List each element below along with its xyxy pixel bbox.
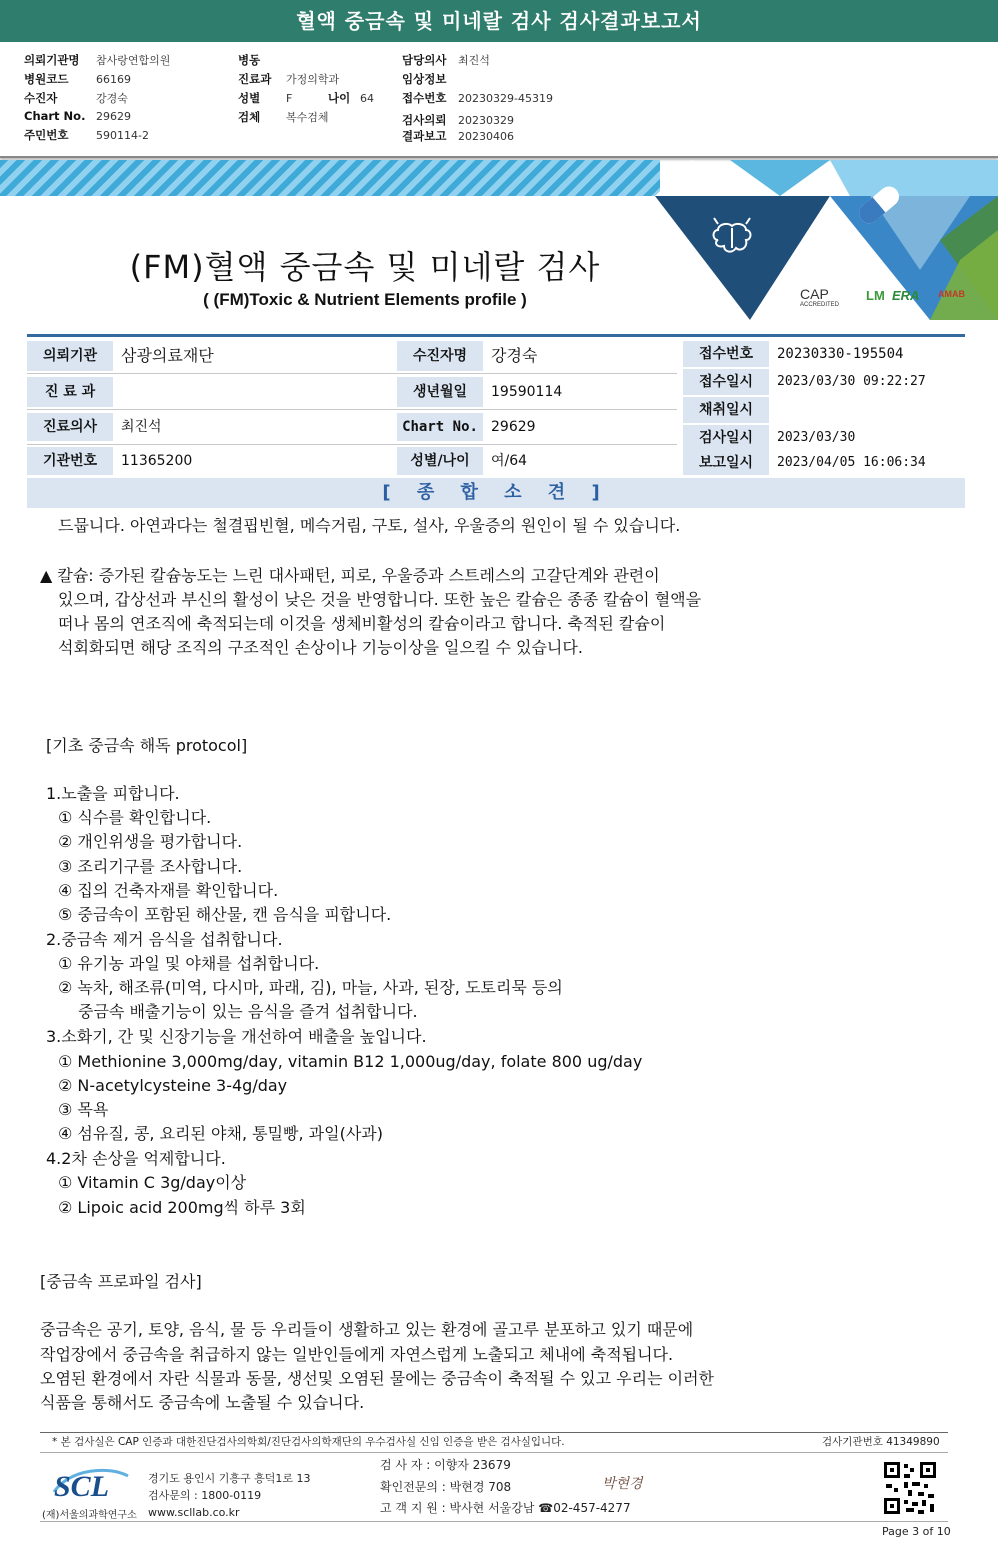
body-line: ③ 목욕: [58, 1100, 109, 1119]
order-field: 수진자 강경숙: [24, 91, 128, 105]
order-field: 검사의뢰 20230329: [402, 113, 514, 127]
body-line: ④ 섬유질, 콩, 요리된 야채, 통밀빵, 과일(사과): [58, 1124, 383, 1143]
body-line: 석회화되면 해당 조직의 구조적인 손상이나 기능이상을 일으킬 수 있습니다.: [58, 638, 583, 657]
value-department: [113, 377, 121, 407]
order-field: 결과보고 20230406: [402, 129, 514, 143]
value-tested-at: 2023/03/30: [777, 430, 856, 445]
order-field: Chart No. 29629: [24, 109, 131, 123]
value-institution: 삼광의료재단: [121, 346, 214, 365]
label-department: 진 료 과: [27, 377, 113, 407]
body-line: 오염된 환경에서 자란 식물과 동물, 생선및 오염된 물에는 중금속이 축적될 수 있고 우리는 이러한: [40, 1369, 714, 1388]
scl-logo: [50, 1462, 130, 1504]
cap-logo: CAP ACCREDITED: [800, 286, 840, 308]
signature: [600, 1470, 660, 1494]
value-birthdate: 19590114: [491, 384, 563, 400]
order-field: 의뢰기관명 참사랑연합의원: [24, 53, 171, 67]
body-line: 작업장에서 중금속을 취급하지 않는 일반인들에게 자연스럽게 노출되고 체내에 축적됩니다.: [40, 1345, 674, 1364]
specialist: 확인전문의 : 박현경 708: [380, 1480, 512, 1494]
accreditation-note: * 본 검사실은 CAP 인증과 대한진단검사의학회/진단검사의학재단의 우수검사실 신임 인증을 받은 검사실입니다.: [52, 1436, 565, 1448]
body-line: 4.2차 손상을 억제합니다.: [46, 1149, 226, 1168]
body-line: 중금속 배출기능이 있는 음식을 즐겨 섭취합니다.: [78, 1002, 418, 1021]
body-line: ⑤ 중금속이 포함된 해산물, 캔 음식을 피합니다.: [58, 905, 392, 924]
tester: 검 사 자 : 이향자 23679: [380, 1458, 511, 1472]
value-collected-at: [769, 397, 777, 423]
value-reported-at: 2023/04/05 16:06:34: [777, 455, 926, 470]
summary-heading: [ 종 합 소 견 ]: [27, 478, 965, 508]
value-doctor: 최진석: [121, 419, 162, 435]
value-patient-name: 강경숙: [491, 346, 538, 365]
divider: [27, 373, 677, 374]
report-banner: 혈액 중금속 및 미네랄 검사 검사결과보고서: [0, 0, 998, 42]
lm-logo: LM: [866, 288, 885, 303]
report-subtitle: ( (FM)Toxic & Nutrient Elements profile ): [203, 290, 527, 309]
value-received-at: 2023/03/30 09:22:27: [777, 374, 926, 389]
label-reported-at: 보고일시: [683, 451, 769, 475]
body-line: 드뭅니다. 아연과다는 철결핍빈혈, 메슥거림, 구토, 설사, 우울증의 원인이 될 수 있습니다.: [58, 516, 681, 535]
footer-divider: [40, 1432, 948, 1433]
order-info-panel: [0, 42, 998, 158]
decorative-stripe: [0, 160, 660, 196]
label-received-at: 접수일시: [683, 369, 769, 395]
body-line: ① Methionine 3,000mg/day, vitamin B12 1,000ug/day, folate 800 ug/day: [58, 1052, 643, 1071]
page-number: Page 3 of 10: [882, 1525, 951, 1538]
scl-logo-text: SCL: [54, 1470, 110, 1503]
qr-code: [882, 1460, 938, 1516]
label-chart-no: Chart No.: [397, 413, 483, 441]
order-field: 담당의사 최진석: [402, 53, 490, 67]
body-line: 식품을 통해서도 중금속에 노출될 수 있습니다.: [40, 1393, 365, 1412]
age-field: 나이 64: [328, 91, 374, 105]
customer-support: 고 객 지 원 : 박사현 서울강남 ☎02-457-4277: [380, 1501, 631, 1515]
order-field: 병동: [238, 53, 261, 67]
order-field: 검체 복수검체: [238, 110, 329, 124]
label-inst-no: 기관번호: [27, 447, 113, 475]
body-line: ① 유기농 과일 및 야채를 섭취합니다.: [58, 954, 320, 973]
org-name: (재)서울의과학연구소: [42, 1510, 137, 1521]
body-line: 떠나 몸의 연조직에 축적되는데 이것을 생체비활성의 칼슘이라고 합니다. 축적된 칼슘이: [58, 614, 666, 633]
body-line: ② Lipoic acid 200mg씩 하루 3회: [58, 1198, 306, 1217]
body-line: ▲ 칼슘: 증가된 칼슘농도는 느린 대사패턴, 피로, 우울증과 스트레스의 고갈단계와 관련이: [40, 566, 660, 585]
value-sex-age: 여/64: [491, 453, 528, 469]
label-patient-name: 수진자명: [397, 341, 483, 371]
report-title: (FM)혈액 중금속 및 미네랄 검사: [129, 248, 601, 286]
value-inst-no: 11365200: [121, 453, 193, 469]
label-doctor: 진료의사: [27, 413, 113, 441]
label-birthdate: 생년월일: [397, 377, 483, 407]
order-field: 병원코드 66169: [24, 72, 131, 86]
divider: [27, 444, 677, 445]
patient-info-table: [27, 334, 965, 474]
body-line: ④ 집의 건축자재를 확인합니다.: [58, 881, 279, 900]
divider: [27, 409, 677, 410]
era-logo: ERA: [892, 288, 920, 303]
order-field: 성별 F: [238, 91, 293, 105]
value-accession-no: 20230330-195504: [777, 346, 904, 362]
signature-text: 박현경: [602, 1476, 643, 1492]
body-line: 중금속은 공기, 토양, 음식, 물 등 우리들이 생활하고 있는 환경에 골고루 분포하고 있기 때문에: [40, 1320, 694, 1339]
order-field: 접수번호 20230329-45319: [402, 91, 553, 105]
body-line: 1.노출을 피합니다.: [46, 784, 180, 803]
body-line: 있으며, 갑상선과 부신의 활성이 낮은 것을 반영합니다. 또한 높은 칼슘은 종종 칼슘이 혈액을: [58, 590, 702, 609]
section-heading: [기초 중금속 해독 protocol]: [46, 736, 248, 755]
amab-logo: AMAB: [938, 289, 965, 299]
body-line: 3.소화기, 간 및 신장기능을 개선하여 배출을 높입니다.: [46, 1027, 427, 1046]
value-chart-no: 29629: [491, 419, 536, 435]
order-field: 임상정보: [402, 72, 447, 86]
org-address: 경기도 용인시 기흥구 흥덕1로 13: [148, 1472, 311, 1485]
body-line: ② N-acetylcysteine 3-4g/day: [58, 1076, 288, 1095]
body-line: ① Vitamin C 3g/day이상: [58, 1173, 247, 1192]
website-link[interactable]: www.scllab.co.kr: [148, 1506, 240, 1519]
section-heading: [중금속 프로파일 검사]: [40, 1272, 202, 1291]
inquiry-phone: 검사문의 : 1800-0119: [148, 1489, 262, 1502]
order-field: 진료과 가정의학과: [238, 72, 340, 86]
order-field: 주민번호 590114-2: [24, 128, 149, 142]
body-line: ② 녹차, 해조류(미역, 다시마, 파래, 김), 마늘, 사과, 된장, 도토리묵 등의: [58, 978, 563, 997]
institution-number: 검사기관번호 41349890: [822, 1436, 940, 1448]
body-line: ① 식수를 확인합니다.: [58, 808, 212, 827]
label-sex-age: 성별/나이: [397, 447, 483, 475]
label-collected-at: 채취일시: [683, 397, 769, 423]
body-line: ② 개인위생을 평가합니다.: [58, 832, 243, 851]
body-line: ③ 조리기구를 조사합니다.: [58, 857, 243, 876]
body-line: 2.중금속 제거 음식을 섭취합니다.: [46, 930, 283, 949]
label-accession-no: 접수번호: [683, 341, 769, 367]
label-institution: 의뢰기관: [27, 341, 113, 371]
label-tested-at: 검사일시: [683, 425, 769, 451]
